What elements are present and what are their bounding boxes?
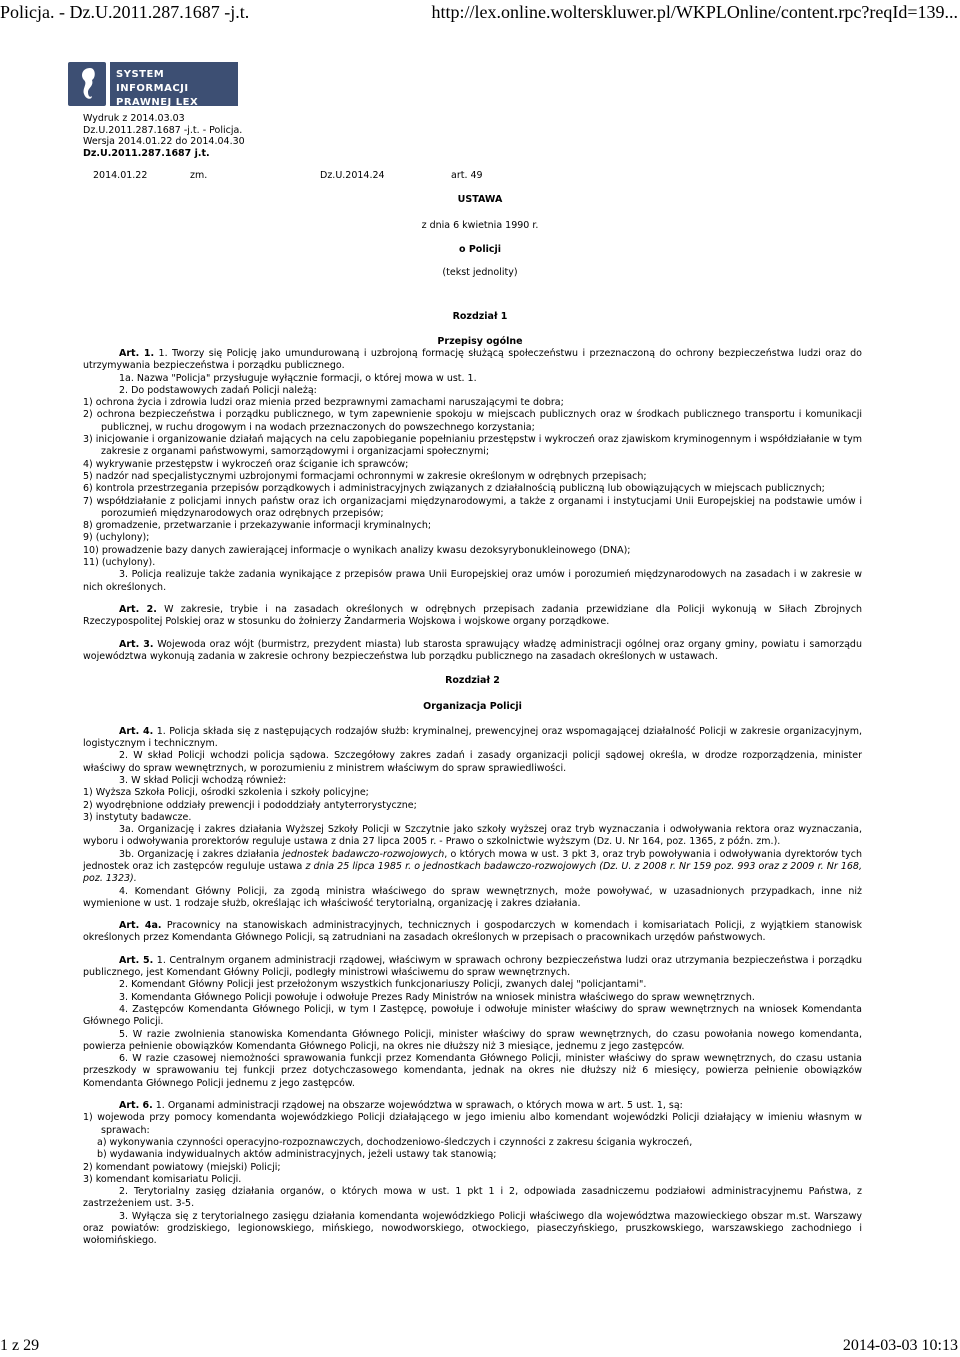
art-4-p4: 4. Komendant Główny Policji, za zgodą ministra właściwego do spraw wewnętrznych, może powoływać, w uzasadnionych przypadkach, inne niż wymienione w ust. 1 rodzaje służb, określając ich właściwość terytorialną, organizację i zakres działania. [83, 885, 862, 909]
art-5-p6: 6. W razie czasowej niemożności sprawowania funkcji przez Komendanta Głównego Policji, minister właściwy do spraw wewnętrznych, do czasu ustania przeszkody w sprawowaniu tej funkcji przez dotychczasowego komendanta, jednak na okres nie dłuższy niż 6 miesięcy, powierza pełnienie obowiązków Komendanta Głównego Policji jednemu z jego zastępców. [83, 1053, 862, 1089]
art-4-p3b: 3b. Organizację i zakres działania jednostek badawczo-rozwojowych, o których mowa w ust. 3 pkt 3, oraz tryb powoływania i odwoływania dyrektorów tych jednostek oraz ich zastępców reguluje ustawa z dnia 25 lipca 1985 r. o jednostkach badawczo-rozwojowych (Dz. U. z 2008 r. Nr 159 poz. 993 oraz z 2009 r. Nr 168, poz. 1323). [83, 848, 863, 885]
document-body [83, 348, 862, 1248]
list-item: 2) ochrona bezpieczeństwa i porządku publicznego, w tym zapewnienie spokoju w miejscach publicznych oraz w środkach publicznego transportu i komunikacji publicznej, w ruchu drogowym i na wodach przeznaczonych do powszechnego korzystania; [83, 409, 862, 433]
version-range: Wersja 2014.01.22 do 2014.04.30 [83, 136, 245, 147]
list-item: 2) wyodrębnione oddziały prewencji i pododdziały antyterrorystyczne; [83, 799, 417, 811]
art-5-p2: 2. Komendant Główny Policji jest przełożonym wszystkich funkcjonariuszy Policji, zwanych dalej "policjantami". [119, 979, 647, 991]
art-5-p5: 5. W razie zwolnienia stanowiska Komendanta Głównego Policji, minister właściwy do spraw wewnętrznych, do czasu powołania nowego komendanta, powierza pełnienie obowiązków Komendanta Głównego Policji, na okres nie dłuższy niż 3 miesiące, jednemu z jego zastępców. [83, 1028, 862, 1052]
header-url: http://lex.online.wolterskluwer.pl/WKPLOnline/content.rpc?reqId=139... [431, 2, 958, 22]
logo-line2: PRAWNEJ LEX [116, 97, 199, 108]
art-1-p1: Art. 1. 1. Tworzy się Policję jako umundurowaną i uzbrojoną formację służącą społeczeństwu i przeznaczoną do ochrony bezpieczeństwa ludzi oraz do utrzymywania bezpieczeństwa i porządku publicznego. [83, 348, 862, 372]
act-reference: Dz.U.2011.287.1687 -j.t. - Policja. [83, 124, 243, 136]
amend-type: zm. [190, 170, 208, 181]
list-item: 3) instytuty badawcze. [83, 811, 192, 823]
logo-line1: SYSTEM INFORMACJI [116, 69, 189, 94]
list-item: 2) komendant powiatowy (miejski) Policji; [83, 1161, 281, 1173]
list-item: 5) nadzór nad specjalistycznymi uzbrojonymi formacjami ochronnymi w zakresie określonym w odrębnych przepisach; [83, 470, 647, 482]
art-6-p1: Art. 6. 1. Organami administracji rządowej na obszarze województwa w sprawach, o których mowa w art. 5 ust. 1, są: [119, 1100, 683, 1112]
list-item: 8) gromadzenie, przetwarzanie i przekazywanie informacji kryminalnych; [83, 520, 432, 532]
document-meta [83, 113, 245, 159]
print-date: Wydruk z 2014.03.03 [83, 113, 185, 124]
doc-date: z dnia 6 kwietnia 1990 r. [421, 220, 539, 231]
art-6-p3: 3. Wyłącza się z terytorialnego zasięgu działania komendanta wojewódzkiego Policji właściwego dla województwa mazowieckiego obszar m.st. Warszawy oraz powiatów: grodziskiego, legionowskiego, mińskiego, nowodworskiego, otwockiego, piaseczyńskiego, pruszkowskiego, warszawskiego zachodniego i wołomińskiego. [83, 1210, 862, 1247]
art-1-p2: 2. Do podstawowych zadań Policji należą: [119, 384, 317, 396]
list-item: a) wykonywania czynności operacyjno-rozpoznawczych, dochodzeniowo-śledczych i czynności z zakresu ścigania wykroczeń, [97, 1136, 693, 1148]
chapter-1-title: Przepisy ogólne [437, 336, 523, 347]
amend-source: Dz.U.2014.24 [320, 170, 385, 181]
art-1-p3: 3. Policja realizuje także zadania wynikające z przepisów prawa Unii Europejskiej oraz umów i porozumień międzynarodowych na zasadach i w zakresie w nich określonych. [83, 569, 862, 593]
doc-subtitle: (tekst jednolity) [442, 267, 518, 278]
page-number: 1 z 29 [0, 1337, 40, 1354]
print-timestamp: 2014-03-03 10:13 [842, 1337, 958, 1354]
doc-title: o Policji [459, 244, 501, 255]
list-item: 1) Wyższa Szkoła Policji, ośrodki szkolenia i szkoły policyjne; [83, 787, 369, 799]
list-item: 9) (uchylony); [83, 532, 150, 544]
act-id: Dz.U.2011.287.1687 j.t. [83, 147, 210, 159]
list-item: 3) komendant komisariatu Policji. [83, 1173, 242, 1185]
list-item: 1) ochrona życia i zdrowia ludzi oraz mienia przed bezprawnymi zamachami naruszającymi te dobra; [83, 397, 564, 409]
list-item: 3) inicjowanie i organizowanie działań mających na celu zapobieganie popełnianiu przestępstw i wykroczeń oraz zjawiskom kryminogennym i współdziałanie w tym zakresie z organami państwowymi, samorządowymi i organizacjami społecznymi; [83, 434, 862, 458]
art-3: Art. 3. Wojewoda oraz wójt (burmistrz, prezydent miasta) lub starosta sprawujący władzę administracji ogólnej oraz organy gminy, powiatu i samorządu województwa wykonują zadania w zakresie ochrony bezpieczeństwa lub porządku publicznego na zasadach określonych w ustawach. [83, 638, 862, 662]
art-4-p1: Art. 4. 1. Policja składa się z następujących rodzajów służb: kryminalnej, prewencyjnej oraz wspomagającej działalność Policji w zakresie organizacyjnym, logistycznym i technicznym. [83, 725, 862, 750]
doc-type: USTAWA [457, 194, 503, 205]
art-2: Art. 2. W zakresie, trybie i na zasadach określonych w odrębnych przepisach zadania przewidziane dla Policji wykonują w Siłach Zbrojnych Rzeczypospolitej Polskiej oraz w stosunku do żołnierzy Żandarmeria Wojskowa i wojskowe organy porządkowe. [83, 603, 862, 628]
list-item: 11) (uchylony). [83, 557, 156, 569]
logo-text [110, 62, 238, 106]
art-4a: Art. 4a. Pracownicy na stanowiskach administracyjnych, technicznych i gospodarczych w komendach i komisariatach Policji, z wyjątkiem stanowisk określonych przez Komendanta Głównego Policji, są zatrudniani na zasadach określonych w przepisach o pracownikach urzędów państwowych. [83, 920, 862, 944]
seahorse-icon [68, 62, 106, 106]
list-item: 4) wykrywanie przestępstw i wykroczeń oraz ściganie ich sprawców; [83, 458, 409, 470]
lex-logo [68, 62, 238, 106]
chapter-2-title: Organizacja Policji [423, 701, 522, 713]
chapter-2: Rozdział 2 [445, 675, 500, 687]
list-item: b) wydawania indywidualnych aktów administracyjnych, jeżeli ustawy tak stanowią; [97, 1149, 497, 1161]
art-4-p3: 3. W skład Policji wchodzą również: [119, 774, 287, 786]
art-5-p3: 3. Komendanta Głównego Policji powołuje i odwołuje Prezes Rady Ministrów na wniosek ministra właściwego do spraw wewnętrznych. [119, 991, 755, 1003]
list-item: 7) współdziałanie z policjami innych państw oraz ich organizacjami międzynarodowymi, a także z organami i instytucjami Unii Europejskiej na podstawie umów i porozumień międzynarodowych oraz odrębnych przepisów; [83, 495, 862, 519]
chapter-1: Rozdział 1 [452, 311, 508, 322]
art-4-p3a: 3a. Organizację i zakres działania Wyższej Szkoły Policji w Szczytnie jako szkoły wyższej oraz tryb wyznaczania i odwoływania rektora oraz wyznaczania, wyboru i odwoływania prorektorów reguluje ustawa z dnia 27 lipca 2005 r. - Prawo o szkolnictwie wyższym (Dz. U. Nr 164, poz. 1365, z późn. zm.). [83, 824, 862, 848]
art-1-p1a: 1a. Nazwa "Policja" przysługuje wyłącznie formacji, o której mowa w ust. 1. [119, 372, 477, 384]
amend-article: art. 49 [451, 170, 483, 181]
art-4-p2: 2. W skład Policji wchodzi policja sądowa. Szczegółowy zakres zadań i zasady organizacji policji sądowej określa, w drodze rozporządzenia, minister właściwy do spraw wewnętrznych, w porozumieniu z ministrem właściwym do spraw sprawiedliwości. [83, 750, 862, 774]
art-5-p1: Art. 5. 1. Centralnym organem administracji rządowej, właściwym w sprawach ochrony bezpieczeństwa ludzi oraz utrzymania bezpieczeństwa i porządku publicznego, jest Komendant Główny Policji, podległy ministrowi właściwemu do spraw wewnętrznych. [83, 954, 862, 979]
art-5-p4: 4. Zastępców Komendanta Głównego Policji, w tym I Zastępcę, powołuje i odwołuje minister właściwy do spraw wewnętrznych na wniosek Komendanta Głównego Policji. [83, 1003, 862, 1028]
header-title: Policja. - Dz.U.2011.287.1687 -j.t. [0, 2, 250, 22]
art-6-p2: 2. Terytorialny zasięg działania organów, o których mowa w ust. 1 pkt 1 i 2, odpowiada zasadniczemu podziałowi administracyjnemu Państwa, z zastrzeżeniem ust. 3-5. [83, 1186, 862, 1210]
amend-date: 2014.01.22 [93, 170, 148, 181]
list-item: 6) kontrola przestrzegania przepisów porządkowych i administracyjnych związanych z działalnością publiczną lub obowiązujących w miejscach publicznych; [83, 483, 825, 495]
list-item: 1) wojewoda przy pomocy komendanta wojewódzkiego Policji działającego w jego imieniu albo komendant wojewódzki Policji działający w imieniu własnym w sprawach: [83, 1112, 862, 1136]
list-item: 10) prowadzenie bazy danych zawierającej informacje o wynikach analizy kwasu dezoksyrybonukleinowego (DNA); [83, 544, 631, 556]
